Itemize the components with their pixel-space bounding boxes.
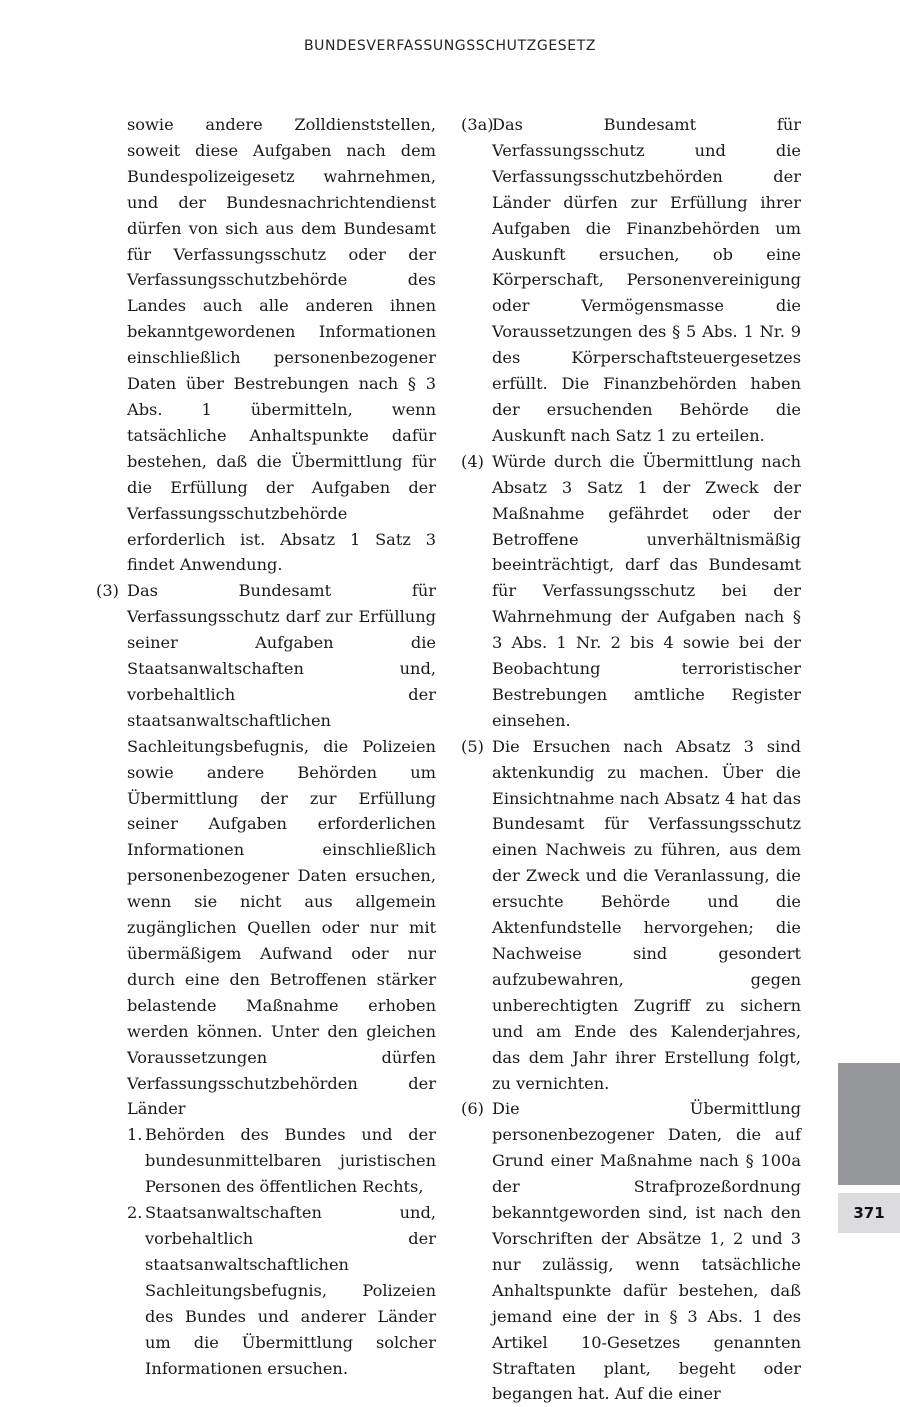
list-item-number: 1.	[127, 1125, 143, 1145]
paragraph-text: Würde durch die Übermittlung nach Absatz 3 Satz 1 der Zweck der Maßnahme gefährdet oder der Betroffene unverhältnismäßig beeinträchtigt, darf das Bundesamt für Verfassungsschutz bei der Wahrnehmung der Aufgaben nach § 3 Abs. 1 Nr. 2 bis 4 sowie bei der Beobachtung terroristischer Bestrebungen amtliche Register einsehen.	[492, 451, 801, 730]
paragraph-3	[96, 578, 436, 1122]
paragraph-number: (3a)	[461, 115, 494, 134]
right-column	[461, 112, 801, 1407]
paragraph-3a	[461, 112, 801, 449]
paragraph-text: Die Ersuchen nach Absatz 3 sind aktenkundig zu machen. Über die Einsichtnahme nach Absatz 4 hat das Bundesamt für Verfassungsschutz einen Nachweis zu führen, aus dem der Zweck und die Veranlassung, die ersuchte Behörde und die Aktenfundstelle hervorgehen; die Nachweise sind gesondert aufzubewahren, gegen unberechtigten Zugriff zu sichern und am Ende des Kalenderjahres, das dem Jahr ihrer Erstellung folgt, zu vernichten.	[492, 736, 801, 1093]
list-item	[127, 1200, 436, 1381]
paragraph-text: Das Bundesamt für Verfassungsschutz darf zur Erfüllung seiner Aufgaben die Staatsanwaltschaften und, vorbehaltlich der staatsanwaltschaftlichen Sachleitungsbefugnis, die Polizeien sowie andere Behörden um Übermittlung der zur Erfüllung seiner Aufgaben erforderlichen Informationen einschließlich personenbezogener Daten ersuchen, wenn sie nicht aus allgemein zugänglichen Quellen oder nur mit übermäßigem Aufwand oder nur durch eine den Betroffenen stärker belastende Maßnahme erhoben werden können. Unter den gleichen Voraussetzungen dürfen Verfassungsschutzbehörden der Länder	[127, 581, 436, 1119]
paragraph-number: (6)	[461, 1099, 484, 1119]
paragraph-text: Die Übermittlung personenbezogener Daten, die auf Grund einer Maßnahme nach § 100a der Strafprozeßordnung bekanntgeworden sind, ist nach den Vorschriften der Absätze 1, 2 und 3 nur zulässig, wenn tatsächliche Anhaltspunkte dafür bestehen, daß jemand eine der in § 3 Abs. 1 des Artikel 10-Gesetzes genannten Straftaten plant, begeht oder begangen hat. Auf die einer	[492, 1099, 801, 1404]
paragraph-number: (3)	[96, 581, 119, 601]
paragraph-4	[461, 449, 801, 734]
paragraph-5	[461, 734, 801, 1097]
list-item-text: Behörden des Bundes und der bundesunmittelbaren juristischen Personen des öffentlichen Rechts,	[145, 1125, 436, 1197]
paragraph-text: Das Bundesamt für Verfassungsschutz und die Verfassungsschutzbehörden der Länder dürfen zur Erfüllung ihrer Aufgaben die Finanzbehörden um Auskunft ersuchen, ob eine Körperschaft, Personenvereinigung oder Vermögensmasse die Voraussetzungen des § 5 Abs. 1 Nr. 9 des Körperschaftsteuergesetzes erfüllt. Die Finanzbehörden haben der ersuchenden Behörde die Auskunft nach Satz 1 zu erteilen.	[492, 115, 801, 445]
page-number: 371	[838, 1193, 900, 1233]
paragraph-6	[461, 1096, 801, 1407]
list-item-number: 2.	[127, 1203, 143, 1223]
running-header: BUNDESVERFASSUNGSSCHUTZGESETZ	[303, 38, 597, 54]
paragraph-number: (5)	[461, 736, 484, 756]
paragraph-continuation: sowie andere Zolldienststellen, soweit diese Aufgaben nach dem Bundespolizeigesetz wahrnehmen, und der Bundesnachrichtendienst dürfen von sich aus dem Bundesamt für Verfassungsschutz oder der Verfassungsschutzbehörde des Landes auch alle anderen ihnen bekanntgewordenen Informationen einschließlich personenbezogener Daten über Bestrebungen nach § 3 Abs. 1 übermitteln, wenn tatsächliche Anhaltspunkte dafür bestehen, daß die Übermittlung für die Erfüllung der Aufgaben der Verfassungsschutzbehörde erforderlich ist. Absatz 1 Satz 3 findet Anwendung.	[127, 115, 436, 575]
enumerated-list	[96, 1122, 436, 1381]
list-item-text: Staatsanwaltschaften und, vorbehaltlich der staatsanwaltschaftlichen Sachleitungsbefugnis, Polizeien des Bundes und anderer Länder um die Übermittlung solcher Informationen ersuchen.	[145, 1203, 436, 1378]
chapter-thumb-tab	[838, 1063, 900, 1185]
left-column	[96, 112, 436, 1381]
paragraph-number: (4)	[461, 451, 484, 471]
list-item	[127, 1122, 436, 1200]
